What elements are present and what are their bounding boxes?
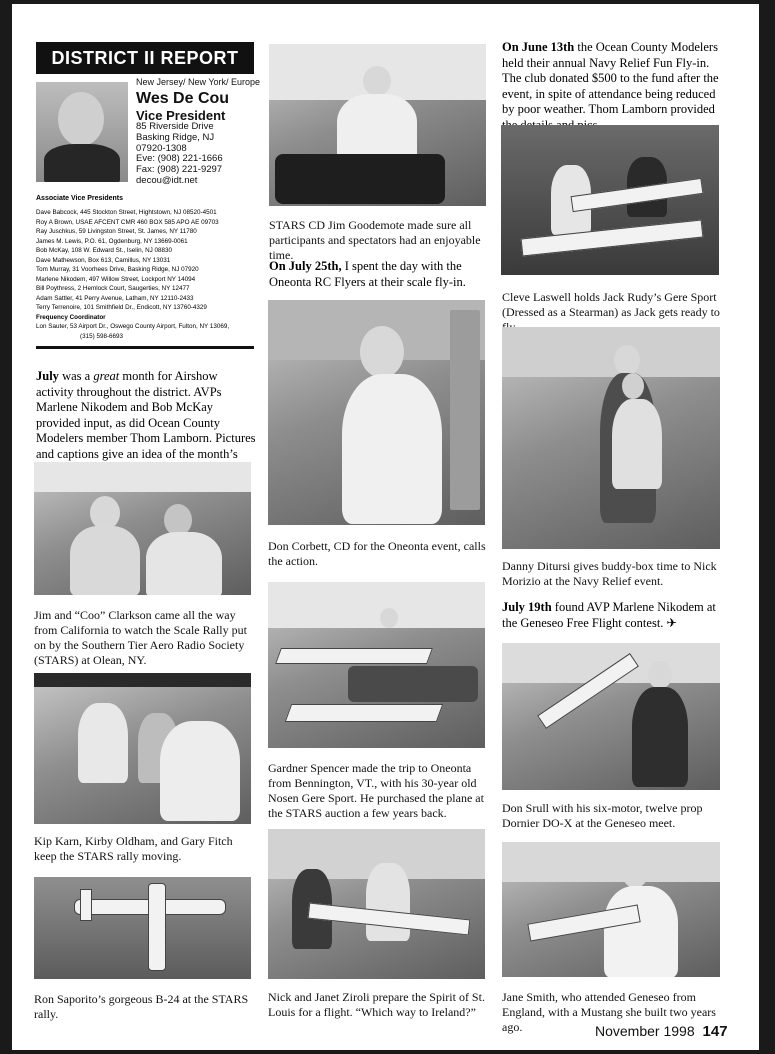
avp-line: Bob McKay, 108 W. Edward St., Iselin, NJ 08830 [36, 247, 173, 254]
caption-jane-smith: Jane Smith, who attended Geneseo from England, with a Mustang she built two years ago. [502, 990, 716, 1034]
vp-name: Wes De Cou [136, 90, 230, 107]
photo-corbett [268, 300, 485, 525]
footer-issue-date [595, 1023, 728, 1040]
june13-paragraph [502, 40, 724, 133]
photo-goodemote [269, 44, 486, 206]
caption-stars-officials: Kip Karn, Kirby Oldham, and Gary Fitch keep the STARS rally moving. [34, 834, 233, 863]
avp-line: Tom Murray, 31 Voorhees Drive, Basking Ridge, NJ 07920 [36, 266, 199, 273]
avp-line: Bill Poythress, 2 Hemlock Court, Saugerties, NY 12477 [36, 285, 190, 292]
july19-lead: July 19th [502, 600, 552, 614]
avp-line: Marlene Nikodem, 497 Willow Street, Lockport NY 14094 [36, 275, 196, 283]
intro-text-b: month for Airshow activity throughout the district. AVPs Marlene Nikodem and Bob McKay provided input, as did Ocean County Modelers member Thom Lamborn. Pictures and captions give an idea of the month’s [36, 369, 256, 461]
photo-gere-sport [268, 582, 485, 748]
photo-clarksons [34, 462, 251, 595]
issue-date: November 1998 [595, 1023, 695, 1039]
intro-emphasis: great [93, 369, 120, 383]
avp-line: James M. Lewis, P.O. 61, Ogdenburg, NY 13669-0061 [36, 237, 188, 245]
vp-address-line2: Basking Ridge, NJ [136, 131, 215, 143]
photo-ziroli [268, 829, 485, 979]
caption-ditursi-morizio: Danny Ditursi gives buddy-box time to Nick Morizio at the Navy Relief event. [502, 559, 717, 588]
july25-lead: On July 25th, [269, 259, 342, 273]
avp-list [36, 208, 229, 341]
intro-text-a: was a [58, 369, 94, 383]
caption-b24: Ron Saporito’s gorgeous B-24 at the STARS rally. [34, 992, 249, 1021]
avp-line: Adam Sattler, 41 Perry Avenue, Latham, NY 12110-2433 [36, 294, 194, 302]
vp-fax: Fax: (908) 221-9297 [136, 164, 223, 176]
district-report-banner: DISTRICT II REPORT [36, 42, 254, 74]
avp-line: Terry Terrenoire, 101 Smithfield Dr., Endicott, NY 13760-4329 [36, 304, 207, 311]
vp-portrait [36, 82, 128, 182]
vp-zip: 07920-1308 [136, 142, 187, 154]
vp-eve-phone: Eve: (908) 221-1666 [136, 153, 223, 165]
photo-srull-dornier [502, 643, 720, 790]
june13-text: the Ocean County Modelers held their annual Navy Relief Fun Fly-in. The club donated $500 to the fund after the event, in spite of attendance being reduced by poor weather. Thom Lamborn provided [502, 40, 719, 116]
avp-line: Roy A Brown, USAE AFCENT CMR 460 BOX 585 APO AE 09703 [36, 218, 219, 226]
intro-lead: July [36, 369, 59, 383]
frequency-coordinator-title: Frequency Coordinator [36, 313, 106, 321]
caption-srull-dornier: Don Srull with his six-motor, twelve prop Dornier DO-X at the Geneseo meet. [502, 801, 703, 830]
vp-region: New Jersey/ New York/ Europe [136, 77, 261, 87]
magazine-page [12, 4, 759, 1050]
caption-corbett: Don Corbett, CD for the Oneonta event, calls the action. [268, 539, 486, 568]
caption-goodemote: STARS CD Jim Goodemote made sure all participants and spectators had an enjoyable time. [269, 218, 481, 262]
avp-line: Ray Juschkus, 59 Livingston Street, St. James, NY 11780 [36, 228, 197, 235]
avp-title: Associate Vice Presidents [36, 195, 124, 202]
airplane-icon: ✈ [666, 615, 678, 630]
avp-line: Dave Babcock, 445 Stockton Street, Hightstown, NJ 08520-4501 [36, 209, 217, 216]
caption-clarksons: Jim and “Coo” Clarkson came all the way from California to watch the Scale Rally put on by the Southern Tier Aero Radio Society (STARS) at Olean, NY. [34, 608, 247, 667]
vp-title: Vice President [136, 108, 226, 123]
july19-paragraph [502, 600, 724, 631]
june13-lead: On June 13th [502, 40, 575, 54]
page-number: 147 [702, 1023, 728, 1040]
photo-b24 [34, 877, 251, 979]
avp-line: Dave Mathewson, Box 613, Camillus, NY 13031 [36, 256, 171, 264]
vp-address-line1: 85 Riverside Drive [136, 121, 214, 132]
vp-email: decou@idt.net [136, 174, 198, 186]
july25-paragraph [269, 259, 489, 290]
frequency-coordinator-line: Lon Sauter, 53 Airport Dr., Oswego County Airport, Fulton, NY 13069, [36, 323, 230, 330]
caption-laswell-stearman: Cleve Laswell holds Jack Rudy’s Gere Sport (Dressed as a Stearman) as Jack gets ready to [502, 290, 720, 319]
photo-jane-smith [502, 842, 720, 977]
caption-ziroli: Nick and Janet Ziroli prepare the Spirit of St. Louis for a flight. “Which way to Ireland?” [268, 990, 485, 1019]
section-divider [36, 346, 254, 349]
photo-ditursi-morizio [502, 327, 720, 549]
frequency-coordinator-phone: (315) 598-6693 [80, 332, 124, 340]
photo-stars-officials [34, 673, 251, 824]
caption-gere-sport: Gardner Spencer made the trip to Oneonta from Bennington, VT., with his 30-year old Nosen Gere Sport. He purchased the plane at the STARS auction a few years back. [268, 761, 484, 820]
photo-laswell-stearman [501, 125, 719, 275]
july25-text: I spent the day with the Oneonta RC Flyers at their scale fly-in. [269, 259, 466, 289]
july19-text: found AVP Marlene Nikodem at the Geneseo Free Flight contest. [502, 600, 716, 630]
vp-contact [136, 122, 223, 187]
